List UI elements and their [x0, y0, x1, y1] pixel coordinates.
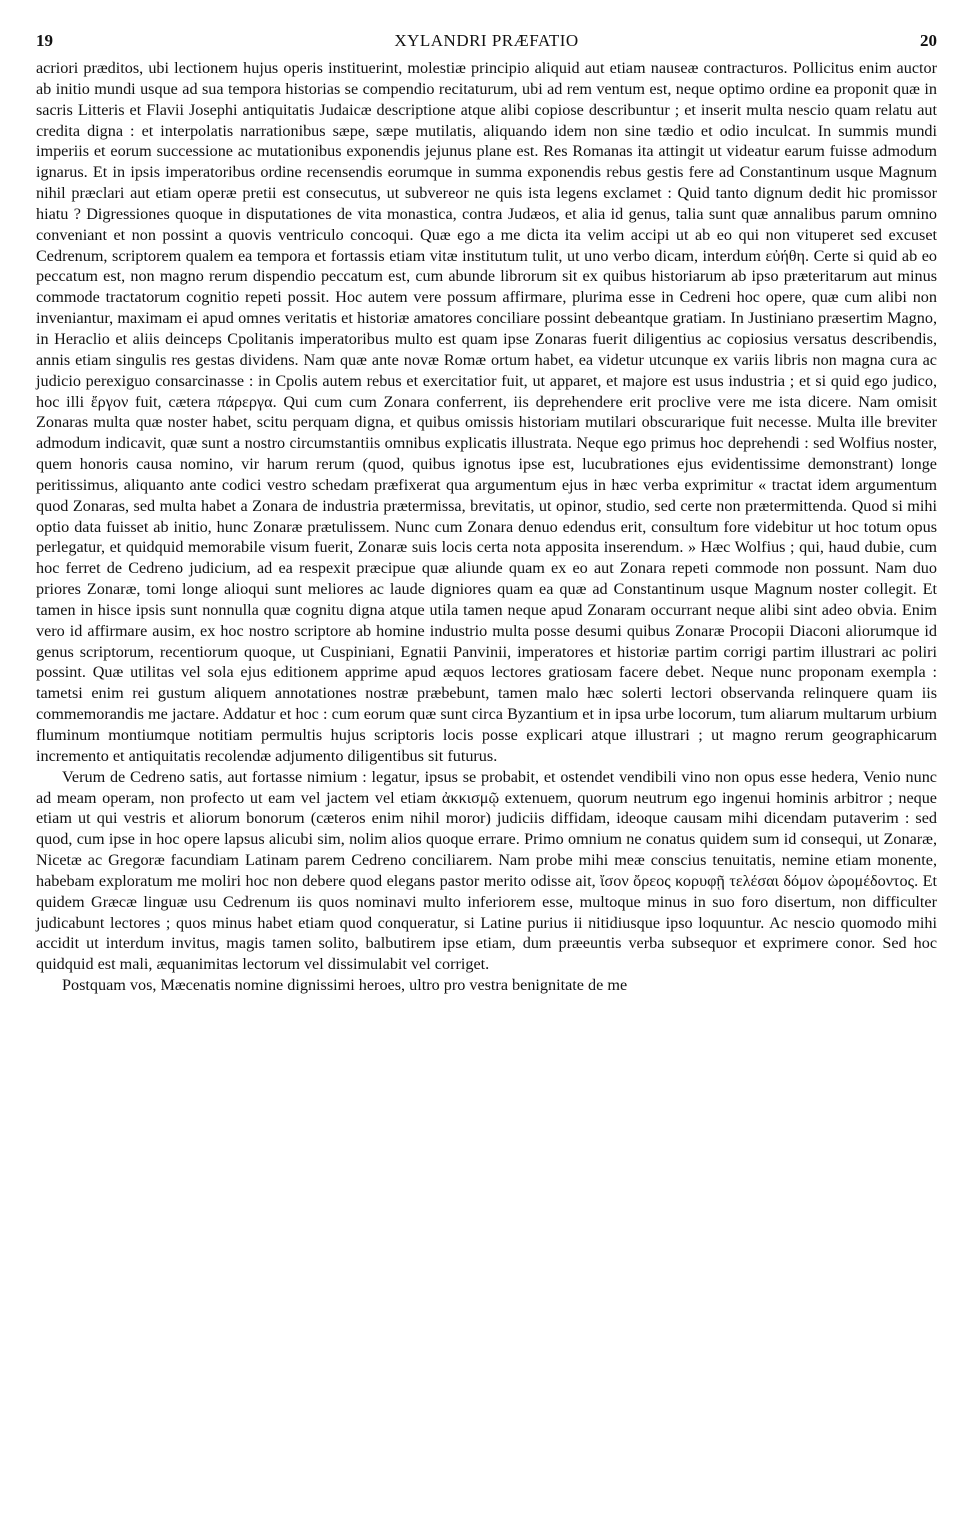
paragraph-3: Postquam vos, Mæcenatis nomine dignissimi heroes, ultro pro vestra benignitate de me — [62, 976, 628, 995]
paragraph-2: Verum de Cedreno satis, aut fortasse nimium : legatur, ipsus se probabit, et ostendet vendibili vino non opus esse hedera, Venio nunc ad meam operam, non profecto ut eam vel jactem vel etiam ἀκκισμῷ extenuem, quorum neutrum ego ingenui hominis arbitror ; neque etiam ut qui vestris et aliorum bonorum (cæteros enim nihil moror) judiciis diffidam, ideoque causam mihi dicendam putaverim : sed quod, cum ipse in hoc opere lapsus alicubi sim, nolim alios quoque errare. Primo omnium ne conatus quidem sum id consequi, ut Zonaræ, Nicetæ ac Gregoræ facundiam Latinam parem Cedreno conciliarem. Nam probe mihi meæ conscius tenuitatis, nemine etiam monente, habebam exploratum me moliri hoc non debere quod elegans pastor merito odisse ait, ἴσον ὄρεος κορυφῇ τελέσαι δόμον ὠρομέδοντος. Et quidem Græcæ linguæ usu Cedrenum iis quos nominavi multo inferiorem esse, multoque minus in suo foro disertum, non difficulter judicabunt lectores ; quos minus habet etiam quod conqueratur, si Latine purius ii nitidiusque ipso loquuntur. Ac nescio quomodo mihi accidit ut interdum invitus, magis tamen solito, balbutirem ipse etiam, dum præeuntis verba subsequor et exprimere conor. Sed hoc quidquid est mali, æquanimitas lectorum vel dissimulabit vel corriget. — [36, 767, 937, 974]
paragraph-1: acriori præditos, ubi lectionem hujus operis instituerint, molestiæ principio aliquid aut etiam nauseæ contracturos. Pollicitus enim auctor ab initio mundi usque ad sua tempora historias se compendio recitaturum, ubi ad rem ventum est, neque optimo ordine ea proponit quæ in sacris Litteris et Flavii Josephi antiquitatis Judaicæ descriptione atque alibi copiose describuntur ; et inserit multa nescio quam relatu aut credita digna : et interpolatis narrationibus sæpe, sæpe mutilatis, aliquando idem non sine tædio et odio inculcat. In summis mundi imperiis et eorum successione ac mutationibus exponendis jejunus plane est. Res Romanas ita attingit ut videatur earum fuisse admodum ignarus. Et in ipsis imperatoribus ordine recensendis eorumque in summa exponendis rebus gestis fere ad Constantinum usque Magnum nihil præclari aut etiam operæ pretii est consecutus, ut subvereor ne quis ista legens exclamet : Quid tanto dignum dedit hic promissor hiatu ? Digressiones quoque in disputationes de vita monastica, contra Judæos, et alia id genus, talia sunt quæ annalibus parum omnino conveniant et non possint a quovis ventriculo concoqui. Quæ ego a me dicta ita velim accipi ut ab eo qui non vituperet sed excuset Cedrenum, scriptorem qualem ea tempora et fortassis etiam vitæ institutum tulit, ut uno verbo dicam, interdum εὐήθη. Certe si quid ab eo peccatum est, non magno rerum dispendio peccatum est, cum abunde librorum sit ex quibus historiarum ab ipso præteritarum aut minus commode tractatorum cognitio repeti possit. Hoc autem vere possum affirmare, plurima esse in Cedreni hoc opere, quæ cum alibi non inveniantur, maximam ei apud omnes veritatis et historiæ amatores conciliare possint debeantque gratiam. In Justiniano præsertim Magno, in Heraclio et aliis deinceps Cpolitanis imperatoribus multo est quam ipse Zonaras fuerit diligentius ac copiosius versatus describendis, annis etiam singulis res gestas dividens. Nam quæ ante novæ Romæ ortum habet, ea videtur utcunque ex variis libris non magna cura ac judicio perexiguo consarcinasse : in Cpolis autem rebus et exercitatior fuit, ut apparet, et majore est usus industria ; et si quid ego judico, hoc illi ἔργον fuit, cætera πάρεργα. Qui cum cum Zonara conferrent, iis deprehendere erit proclive vere me ista dicere. Nam omisit Zonaras multa quæ noster habet, scitu perquam digna, et quibus omissis historiam mutilari obscurarique fuit necesse. Multa ille breviter admodum indicavit, quæ sunt a nostro circumstantiis omnibus explicatis illustrata. Neque ego primus hoc deprehendi : sed Wolfius noster, quem honoris causa nomino, vir harum rerum (quod, quibus ignotus ipse est, lucubrationes ejus evidentissime demonstrant) longe peritissimus, aliquanto ante codici vestro schedam præfixerat qua argumentum ejus in hæc verba exprimitur « tractat idem argumentum quod Zonaras, sed multa habet a Zonara de industria prætermissa, brevitatis, ut opinor, studio, sed certe non prætermittenda. Quod si mihi optio data fuisset ab initio, hunc Zonaræ prætulissem. Nunc cum Zonara denuo edendus erit, consultum fore videbitur ut hoc totum opus perlegatur, et quidquid memorabile visum fuerit, Zonaræ suis locis certa nota apposita inserendum. » Hæc Wolfius ; qui, haud dubie, cum hoc ferret de Cedreno judicium, ad ea respexit præcipue quæ aliunde quam ex eo aut Zonara repeti commode non possunt. Nam duo priores Zonaræ, tomi longe alioqui sunt meliores ac laude digniores quam ea quæ ad Constantinum usque Magnum noster collegit. Et tamen in hisce ipsis sunt nonnulla quæ cognitu digna atque utila tamen neque apud Zonaram occurrant neque alibi sint adeo obvia. Enim vero id affirmare ausim, ex hoc nostro scriptore ab homine industrio multa posse desumi quibus Zonaræ Procopii Diaconi aliorumque id genus scriptorum, recentiorum quoque, ut Cuspiniani, Egnatii Panvinii, imperatores et historiæ partim corrigi partim illustrari ac poliri possint. Quæ utilitas vel sola ejus editionem apprime apud æquos lectores gratiosam facere debet. Neque nunc proponam exempla : tametsi enim rei gustum aliquem annotationes nostræ præbebunt, tamen malo hæc solerti lectori observanda relinquere quam iis commemorandis me jactare. Addatur et hoc : cum eorum quæ sunt circa Byzantium et in ipsa urbe locorum, tum aliarum multarum urbium fluminum montiumque notitiam permultis hujus scriptoris locis posse explicari atque illustrari ; ut magno rerum geographicarum incremento et antiquitatis recolendæ adjumento diligentibus sit futurus. — [36, 59, 937, 765]
body-text — [36, 58, 937, 996]
right-page-number: 20 — [920, 31, 937, 50]
running-title: XYLANDRI PRÆFATIO — [394, 31, 579, 50]
left-page-number: 19 — [36, 31, 53, 50]
page-header — [36, 30, 937, 54]
